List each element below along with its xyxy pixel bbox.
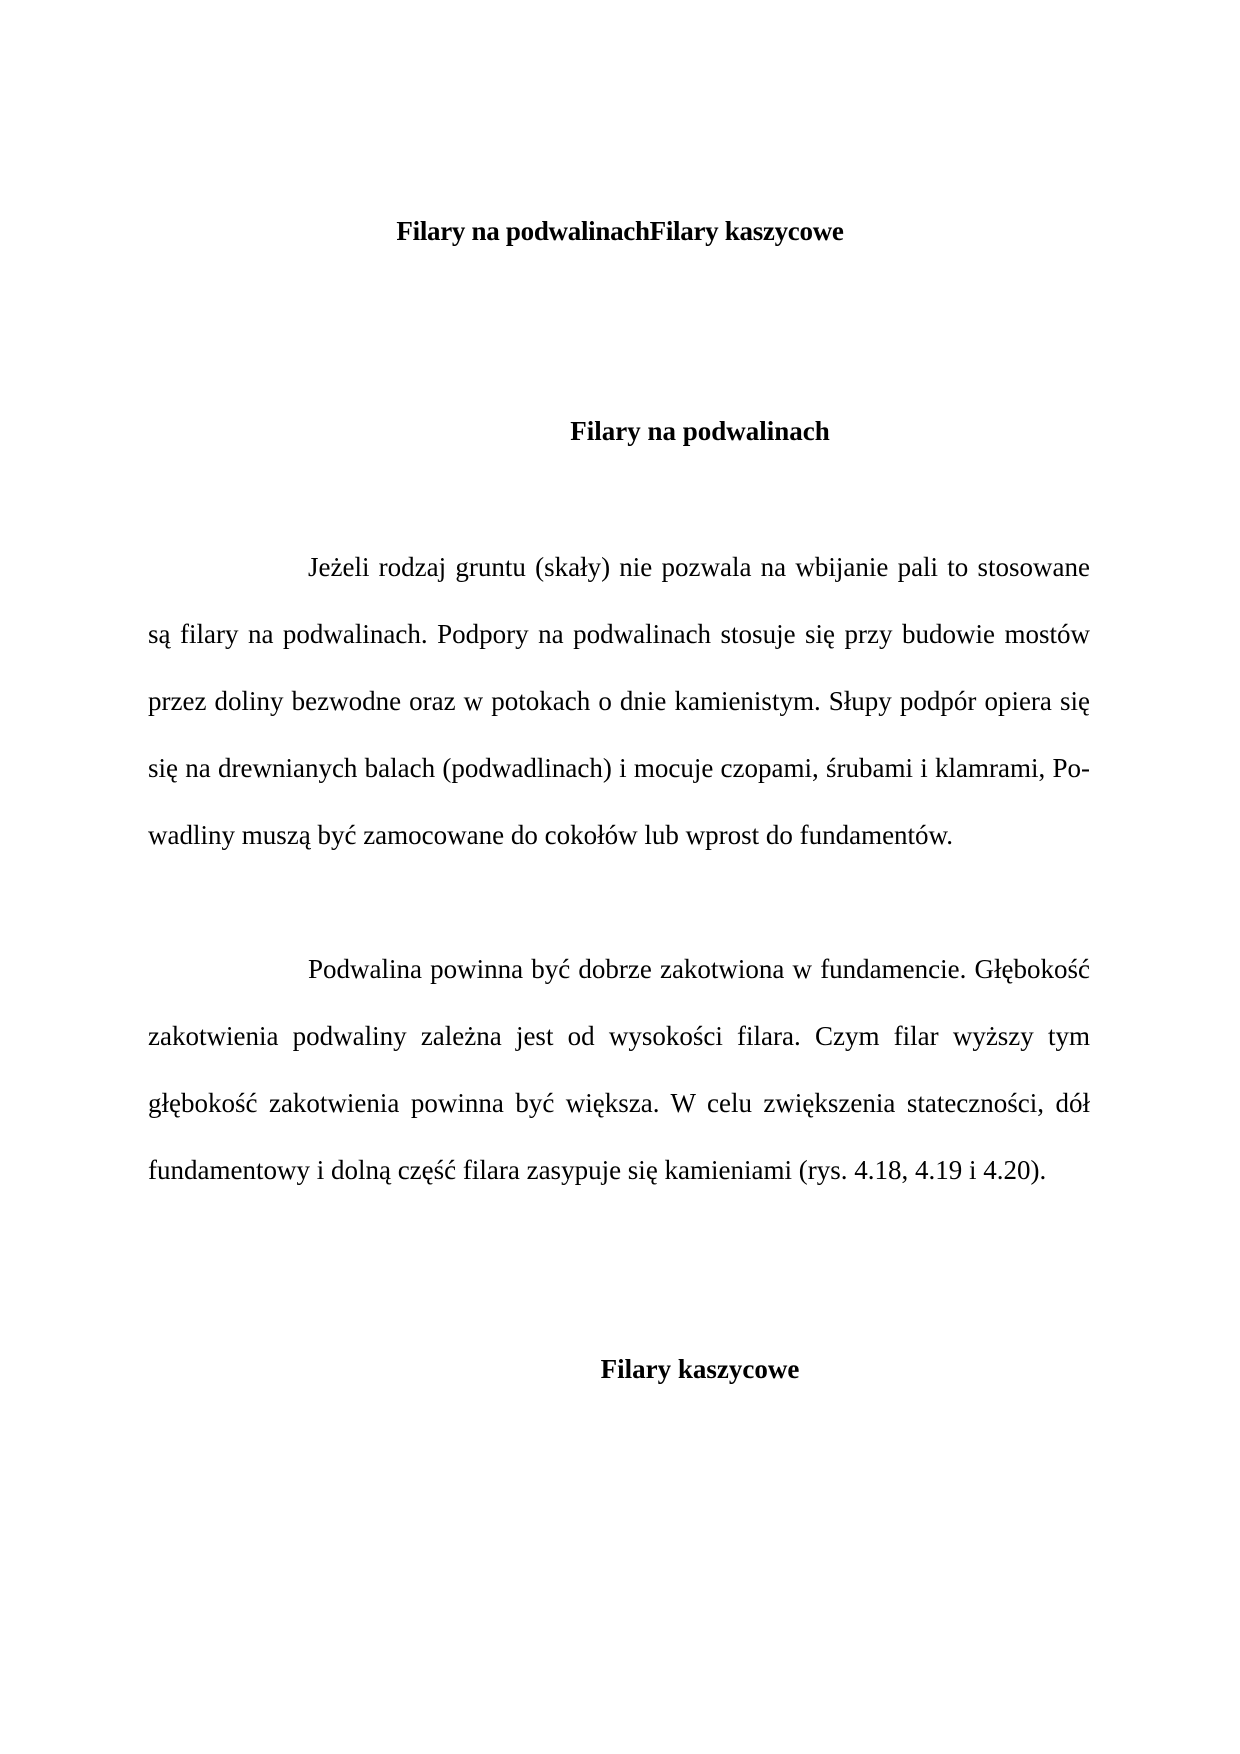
paragraph-1: Jeżeli rodzaj gruntu (skały) nie pozwala na wbijanie pali to stosowane są filary na podwalinach. Podpory na podwalinach stosuje się przy budowie mostów przez doliny bezwodne oraz w potokach o dnie kamienistym. Słupy podpór opiera się się na drewnianych balach (podwadlinach) i mocuje czopami, śrubami i klamrami, Po-wadliny muszą być zamocowane do cokołów lub wprost do fundamentów. bbox=[148, 552, 1090, 850]
section-heading-podwaliny: Filary na podwalinach bbox=[570, 416, 830, 446]
section-heading-kaszycowe: Filary kaszycowe bbox=[600, 1354, 800, 1384]
paragraph-2: Podwalina powinna być dobrze zakotwiona w fundamencie. Głębokość zakotwienia podwaliny zależna jest od wysokości filara. Czym filar wyższy tym głębokość zakotwienia powinna być większa. W celu zwiększenia stateczności, dół fundamentowy i dolną część filara zasypuje się kamieniami (rys. 4.18, 4.19 i 4.20). bbox=[148, 954, 1090, 1185]
document-title: Filary na podwalinachFilary kaszycowe bbox=[396, 216, 844, 246]
